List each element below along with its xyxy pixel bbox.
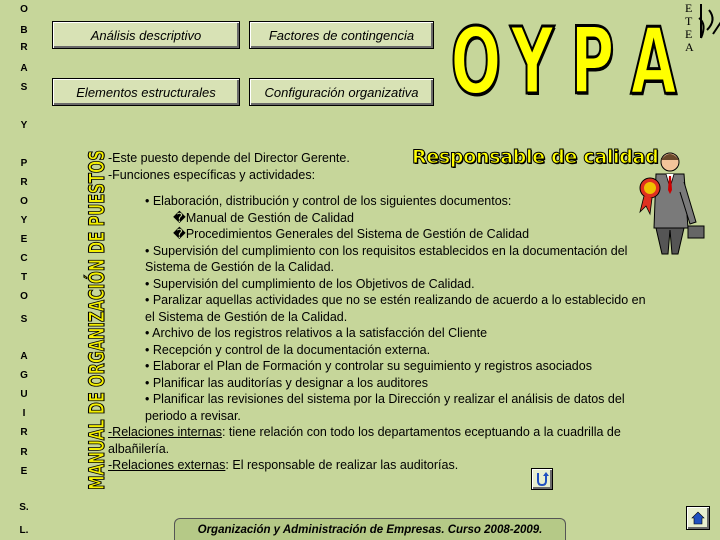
external-relations-label: -Relaciones externas — [108, 458, 226, 472]
list-item-cont: Sistema de Gestión de la Calidad. — [145, 260, 334, 274]
sidebar-letter: U — [20, 389, 28, 400]
sidebar-letter: E — [20, 234, 28, 245]
sidebar-letter: R — [20, 427, 28, 438]
list-item: • Recepción y control de la documentación externa. — [145, 342, 431, 357]
sidebar-letter: A — [20, 63, 28, 74]
etea-logo — [685, 2, 713, 90]
list-item: • Supervisión del cumplimiento de los Objetivos de Calidad. — [145, 276, 475, 291]
list-item: �Procedimientos Generales del Sistema de Gestión de Calidad — [173, 227, 530, 241]
job-description — [108, 150, 708, 474]
footer-course-label: Organización y Administración de Empresas. Curso 2008-2009. — [174, 518, 566, 540]
logo-letter: O — [450, 8, 502, 115]
sidebar-letter: E — [20, 466, 28, 477]
nav-elementos-estructurales-button[interactable]: Elementos estructurales — [52, 78, 240, 106]
etea-letter: E — [685, 27, 693, 41]
logo-letter: Y — [510, 8, 554, 115]
etea-letter: T — [685, 14, 693, 28]
sidebar-letter: Y — [20, 215, 28, 226]
external-relations — [108, 457, 708, 474]
sidebar-letter: L. — [19, 525, 29, 536]
vertical-title — [78, 147, 112, 490]
sidebar-letter: R — [20, 42, 28, 53]
external-relations-text: : El responsable de realizar las auditorías. — [225, 458, 459, 472]
sidebar-letter: B — [20, 25, 28, 36]
depends-on-line: -Este puesto depende del Director Gerente. — [108, 151, 350, 165]
sidebar-letter: I — [22, 408, 26, 419]
logo-letter: P — [570, 8, 615, 115]
internal-relations-label: -Relaciones internas — [108, 425, 222, 439]
list-item: • Paralizar aquellas actividades que no se estén realizando de acuerdo a lo establecido en — [145, 293, 646, 307]
sidebar-letter: P — [20, 158, 28, 169]
sidebar-letter: S — [20, 82, 28, 93]
vertical-title-text: MANUAL DE ORGANIZACIÓN DE PUESTOS — [85, 147, 109, 490]
vertical-title-svg — [78, 147, 112, 490]
list-item: �Manual de Gestión de Calidad — [173, 210, 354, 225]
internal-relations-text: : tiene relación con todo los departamentos eceptuando a la cuadrilla de — [221, 425, 621, 439]
internal-relations-cont: albañilería. — [108, 441, 170, 456]
etea-letter: E — [685, 1, 693, 15]
sidebar-letter: O — [20, 4, 28, 15]
sidebar-letter: R — [20, 447, 28, 458]
sidebar-letter: O — [20, 196, 28, 207]
spacer — [108, 183, 708, 193]
sidebar — [0, 0, 48, 540]
sidebar-letter: T — [20, 272, 28, 283]
functions-heading: -Funciones específicas y actividades: — [108, 167, 316, 182]
home-button[interactable] — [686, 506, 710, 530]
list-item: • Elaborar el Plan de Formación y controlar su seguimiento y registros asociados — [145, 359, 592, 373]
sidebar-letter: A — [20, 351, 28, 362]
etea-emblem-icon — [695, 4, 720, 40]
sidebar-letter: R — [20, 177, 28, 188]
list-item-cont: periodo a revisar. — [145, 408, 241, 423]
u-turn-icon — [534, 471, 550, 487]
page-title: Responsable de calidad — [412, 146, 659, 168]
list-item-cont: el Sistema de Gestión de la Calidad. — [145, 309, 348, 324]
logo-letter: A — [630, 8, 677, 115]
sidebar-letter: Y — [20, 120, 28, 131]
list-item: • Elaboración, distribución y control de los siguientes documentos: — [145, 194, 512, 208]
list-item: • Planificar las revisiones del sistema por la Dirección y realizar el análisis de datos del — [145, 392, 625, 406]
sidebar-letter: C — [20, 253, 28, 264]
return-button[interactable] — [531, 468, 553, 490]
oypa-logo — [440, 8, 680, 115]
sidebar-letter: O — [20, 291, 28, 302]
nav-configuracion-organizativa-button[interactable]: Configuración organizativa — [249, 78, 434, 106]
nav-analisis-descriptivo-button[interactable]: Análisis descriptivo — [52, 21, 240, 49]
list-item: • Supervisión del cumplimiento con los requisitos establecidos en la documentación del — [145, 243, 628, 258]
nav-factores-contingencia-button[interactable]: Factores de contingencia — [249, 21, 434, 49]
internal-relations — [108, 424, 708, 441]
sidebar-letter: S — [20, 314, 28, 325]
sidebar-letter: G — [20, 370, 28, 381]
home-icon — [690, 510, 706, 526]
sidebar-letter: S. — [19, 502, 29, 513]
etea-letter: A — [685, 40, 694, 54]
list-item: • Planificar las auditorías y designar a los auditores — [145, 375, 428, 390]
list-item: • Archivo de los registros relativos a la satisfacción del Cliente — [145, 326, 488, 340]
